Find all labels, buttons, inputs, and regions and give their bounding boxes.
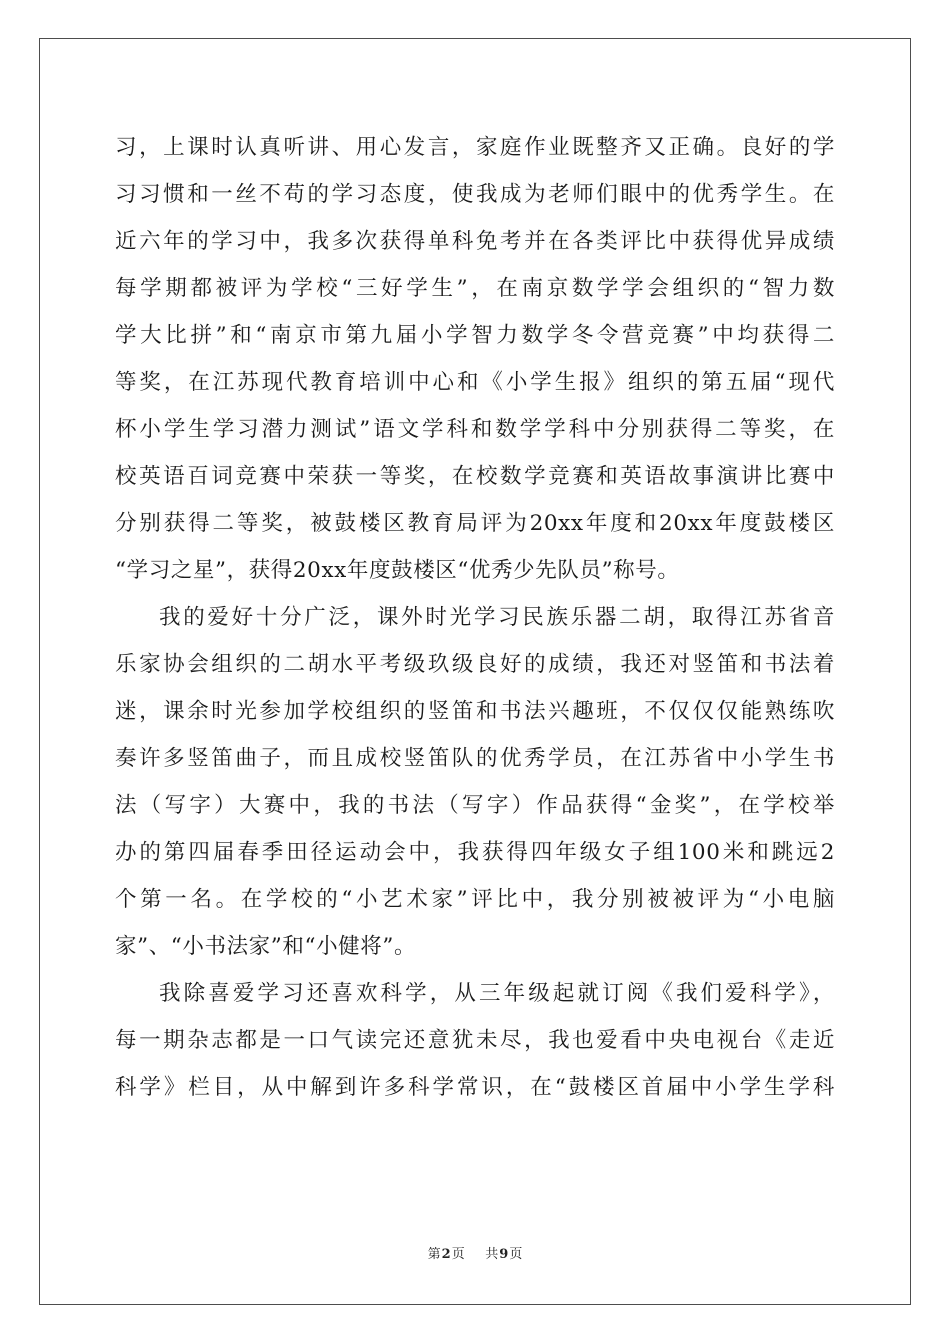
text-line: 每一期杂志都是一口气读完还意犹未尽，我也爱看中央电视台《走近 <box>115 1028 835 1053</box>
paragraph <box>115 124 835 594</box>
document-body <box>115 124 835 1111</box>
text-line: 习，上课时认真听讲、用心发言，家庭作业既整齐又正确。良好的学 <box>115 135 835 160</box>
paragraph <box>115 970 835 1111</box>
text-line: 杯小学生学习潜力测试”语文学科和数学学科中分别获得二等奖，在 <box>115 417 835 442</box>
text-line: 每学期都被评为学校“三好学生”，在南京数学学会组织的“智力数 <box>115 276 835 301</box>
text-line: 等奖，在江苏现代教育培训中心和《小学生报》组织的第五届“现代 <box>115 370 835 395</box>
page-total-label: 共9页 <box>485 1247 523 1262</box>
text-line: “学习之星”，获得20xx年度鼓楼区“优秀少先队员”称号。 <box>115 558 680 583</box>
paragraph <box>115 594 835 970</box>
page-number-label: 第2页 <box>427 1247 465 1262</box>
text-line: 学大比拼”和“南京市第九届小学智力数学冬令营竞赛”中均获得二 <box>115 323 835 348</box>
text-line: 奏许多竖笛曲子，而且成校竖笛队的优秀学员，在江苏省中小学生书 <box>115 746 835 771</box>
text-line: 科学》栏目，从中解到许多科学常识，在“鼓楼区首届中小学生学科 <box>115 1075 835 1100</box>
page-footer <box>0 1243 950 1262</box>
text-line: 个第一名。在学校的“小艺术家”评比中，我分别被被评为“小电脑 <box>115 887 835 912</box>
text-line: 乐家协会组织的二胡水平考级玖级良好的成绩，我还对竖笛和书法着 <box>115 652 835 677</box>
text-line: 迷，课余时光参加学校组织的竖笛和书法兴趣班，不仅仅仅能熟练吹 <box>115 699 835 724</box>
text-line: 分别获得二等奖，被鼓楼区教育局评为20xx年度和20xx年度鼓楼区 <box>115 511 835 536</box>
text-line: 近六年的学习中，我多次获得单科免考并在各类评比中获得优异成绩 <box>115 229 835 254</box>
text-line: 习习惯和一丝不苟的学习态度，使我成为老师们眼中的优秀学生。在 <box>115 182 835 207</box>
text-line: 办的第四届春季田径运动会中，我获得四年级女子组100米和跳远2 <box>115 840 835 865</box>
text-line: 校英语百词竞赛中荣获一等奖，在校数学竞赛和英语故事演讲比赛中 <box>115 464 835 489</box>
text-line: 家”、“小书法家”和“小健将”。 <box>115 934 417 959</box>
text-line: 法（写字）大赛中，我的书法（写字）作品获得“金奖”，在学校举 <box>115 793 835 818</box>
text-line: 我除喜爱学习还喜欢科学，从三年级起就订阅《我们爱科学》， <box>159 981 835 1006</box>
text-line: 我的爱好十分广泛，课外时光学习民族乐器二胡，取得江苏省音 <box>159 605 835 630</box>
